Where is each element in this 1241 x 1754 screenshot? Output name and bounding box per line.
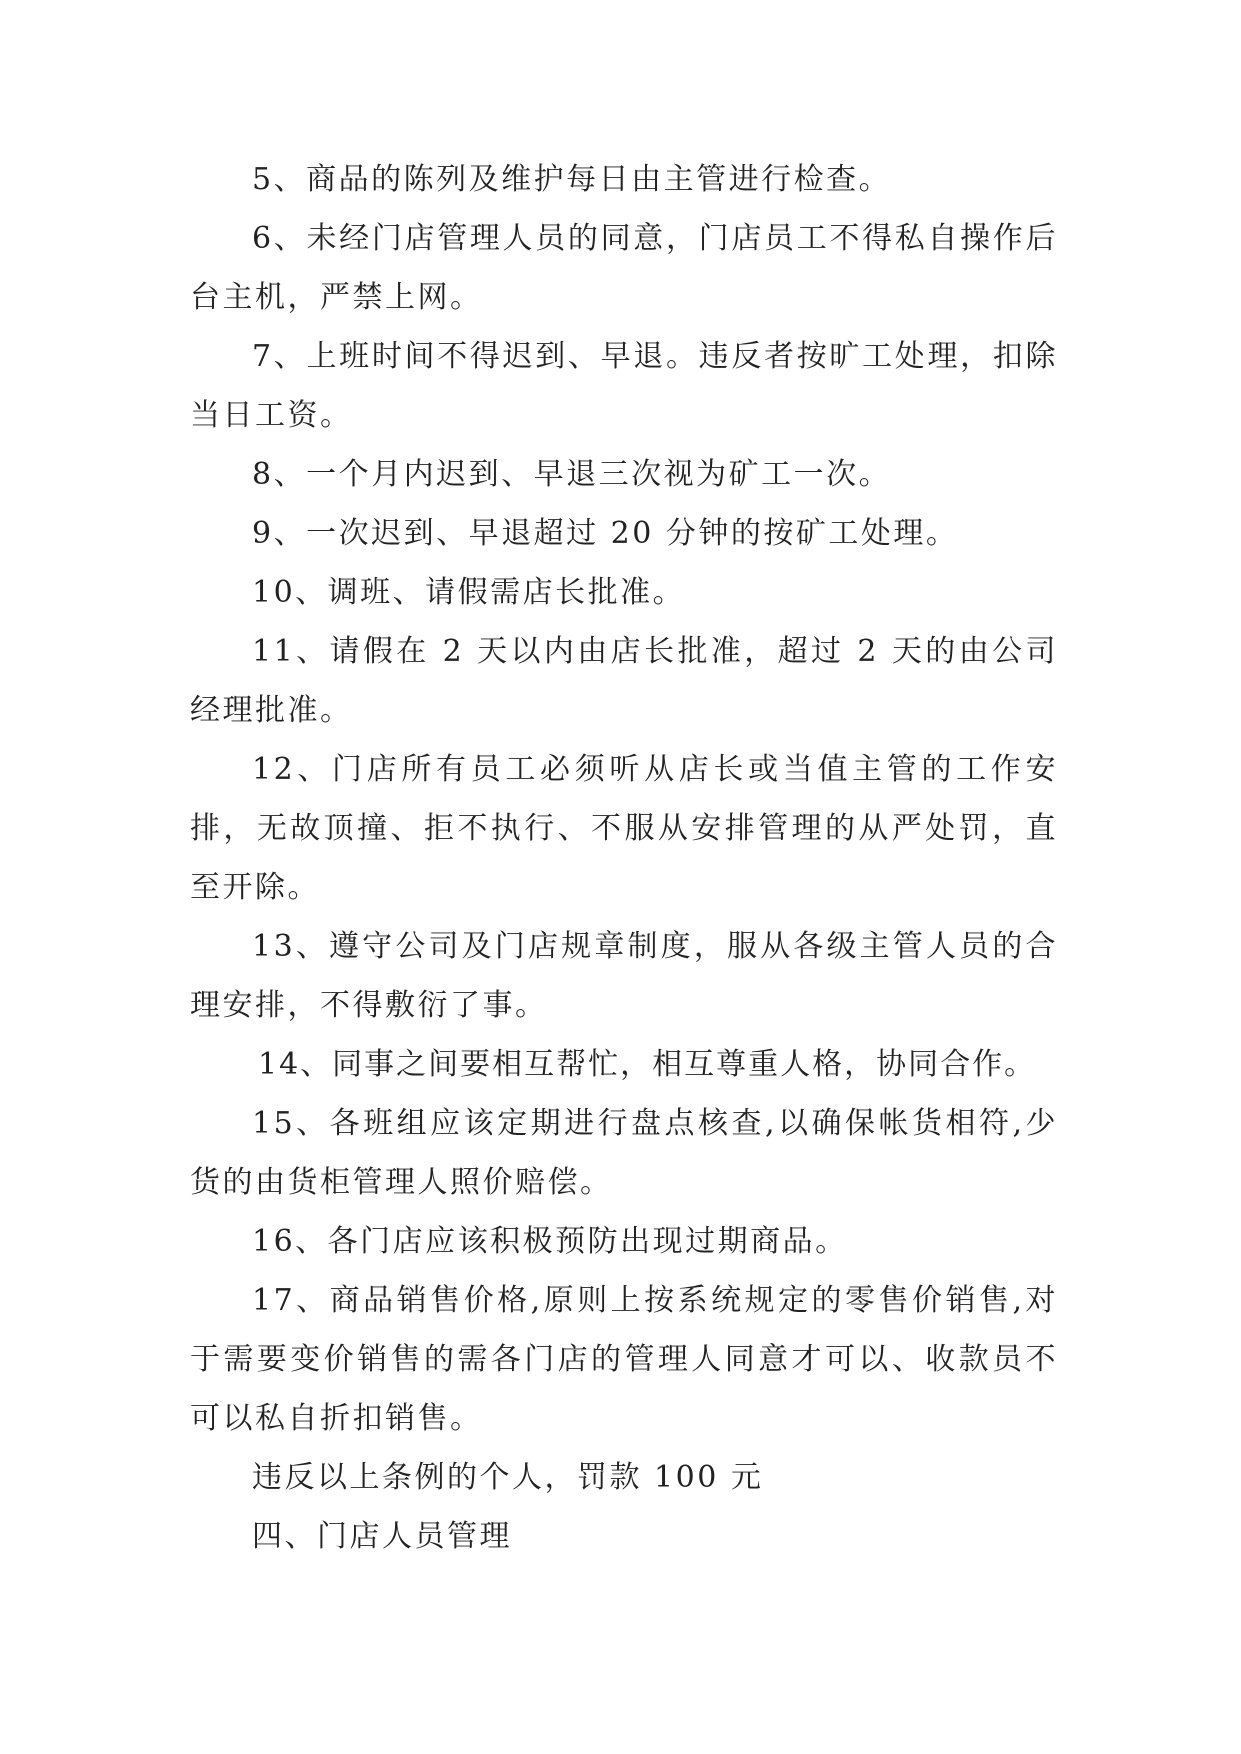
document-body: [190, 150, 1058, 1566]
paragraph-rule-12: 12、门店所有员工必须听从店长或当值主管的工作安排，无故顶撞、拒不执行、不服从安排管理的从严处罚，直至开除。: [190, 752, 1058, 905]
paragraph-rule-15: 15、各班组应该定期进行盘点核查,以确保帐货相符,少货的由货柜管理人照价赔偿。: [190, 1106, 1058, 1200]
paragraph-rule-8: 8、一个月内迟到、早退三次视为矿工一次。: [252, 457, 892, 492]
paragraph-rule-16: 16、各门店应该积极预防出现过期商品。: [252, 1224, 848, 1259]
paragraph-rule-17: 17、商品销售价格,原则上按系统规定的零售价销售,对于需要变价销售的需各门店的管理人同意才可以、收款员不可以私自折扣销售。: [190, 1283, 1058, 1436]
paragraph-penalty: 违反以上条例的个人，罚款 100 元: [252, 1460, 764, 1495]
paragraph-rule-5: 5、商品的陈列及维护每日由主管进行检查。: [252, 162, 892, 197]
paragraph-rule-7: 7、上班时间不得迟到、早退。违反者按旷工处理，扣除当日工资。: [190, 339, 1058, 433]
paragraph-rule-6: 6、未经门店管理人员的同意，门店员工不得私自操作后台主机，严禁上网。: [190, 221, 1058, 315]
paragraph-rule-9: 9、一次迟到、早退超过 20 分钟的按矿工处理。: [252, 516, 959, 551]
paragraph-rule-14: 14、同事之间要相互帮忙，相互尊重人格，协同合作。: [258, 1047, 1037, 1082]
paragraph-rule-10: 10、调班、请假需店长批准。: [252, 575, 686, 610]
section-heading-staff-management: 四、门店人员管理: [252, 1519, 512, 1554]
paragraph-rule-11: 11、请假在 2 天以内由店长批准，超过 2 天的由公司经理批准。: [190, 634, 1058, 728]
paragraph-rule-13: 13、遵守公司及门店规章制度，服从各级主管人员的合理安排，不得敷衍了事。: [190, 929, 1058, 1023]
